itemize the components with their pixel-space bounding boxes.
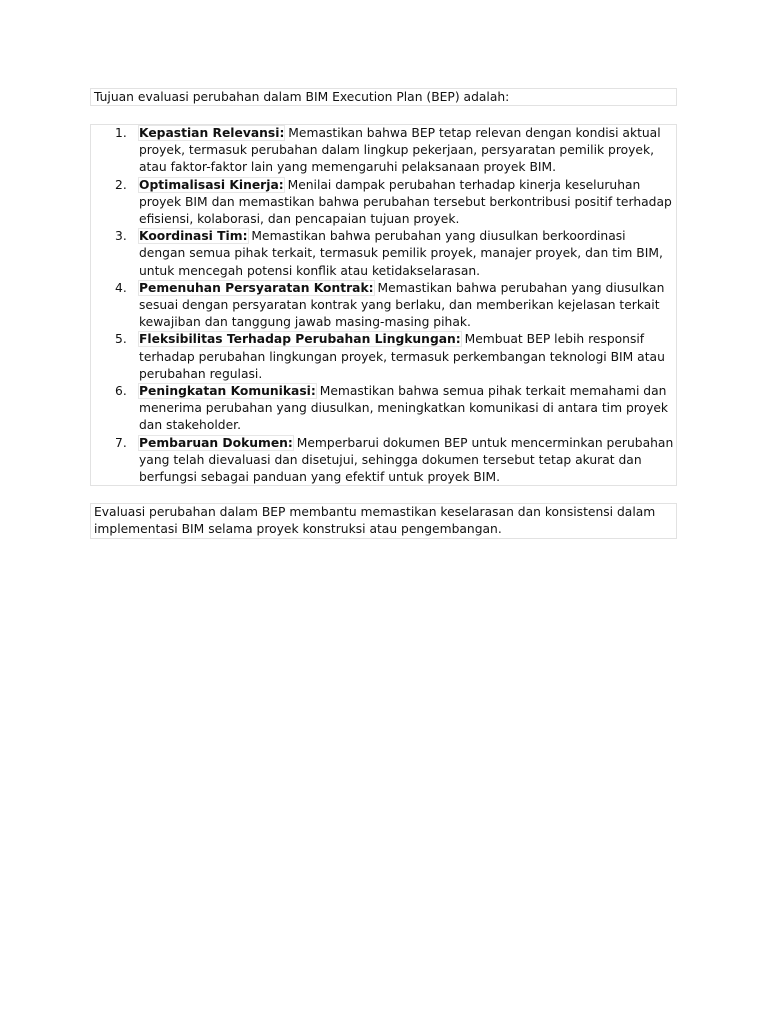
item-number: 1. — [115, 126, 127, 140]
objectives-list — [91, 125, 676, 486]
conclusion-paragraph: Evaluasi perubahan dalam BEP membantu memastikan keselarasan dan konsistensi dalam implementasi BIM selama proyek konstruksi atau pengembangan. — [90, 503, 677, 539]
item-description: Menilai dampak perubahan terhadap kinerja keseluruhan proyek BIM dan memastikan bahwa perubahan tersebut berkontribusi positif terhadap efisiensi, kolaborasi, dan pencapaian tujuan proyek. — [139, 177, 672, 227]
item-description: Memperbarui dokumen BEP untuk mencerminkan perubahan yang telah dievaluasi dan disetujui, sehingga dokumen tersebut tetap akurat dan berfungsi sebagai panduan yang efektif untuk proyek BIM. — [139, 435, 674, 485]
item-number: 4. — [115, 280, 127, 295]
item-term: Pemenuhan Persyaratan Kontrak: — [139, 280, 374, 295]
intro-paragraph: Tujuan evaluasi perubahan dalam BIM Execution Plan (BEP) adalah: — [90, 88, 677, 106]
list-item — [91, 435, 676, 487]
item-number: 3. — [115, 229, 127, 244]
item-term: Optimalisasi Kinerja: — [139, 177, 284, 192]
list-item — [91, 228, 676, 280]
objectives-list-box — [90, 124, 677, 486]
item-description: Membuat BEP lebih responsif terhadap perubahan lingkungan proyek, termasuk perkembangan teknologi BIM atau perubahan regulasi. — [139, 332, 665, 381]
item-description: Memastikan bahwa perubahan yang diusulkan sesuai dengan persyaratan kontrak yang berlaku, dan memberikan kejelasan terkait kewajiban dan tanggung jawab masing-masing pihak. — [139, 280, 665, 330]
item-term: Peningkatan Komunikasi: — [139, 384, 316, 399]
item-number: 7. — [115, 435, 127, 450]
item-term: Koordinasi Tim: — [139, 229, 248, 244]
item-number: 2. — [115, 177, 127, 192]
item-number: 6. — [115, 384, 127, 399]
item-term: Pembaruan Dokumen: — [139, 435, 293, 450]
item-number: 5. — [115, 332, 127, 347]
item-term: Fleksibilitas Terhadap Perubahan Lingkungan: — [139, 332, 461, 347]
item-term: Kepastian Relevansi: — [139, 126, 285, 140]
item-description: Memastikan bahwa perubahan yang diusulkan berkoordinasi dengan semua pihak terkait, termasuk pemilik proyek, manajer proyek, dan tim BIM, untuk mencegah potensi konflik atau ketidakselarasan. — [139, 229, 663, 278]
list-item — [91, 383, 676, 435]
list-item — [91, 280, 676, 332]
item-description: Memastikan bahwa semua pihak terkait memahami dan menerima perubahan yang diusulkan, meningkatkan komunikasi di antara tim proyek dan stakeholder. — [139, 384, 669, 433]
list-item — [91, 331, 676, 383]
item-description: Memastikan bahwa BEP tetap relevan dengan kondisi aktual proyek, termasuk perubahan dalam lingkup pekerjaan, persyaratan pemilik proyek, atau faktor-faktor lain yang memengaruhi pelaksanaan proyek BIM. — [139, 126, 661, 175]
list-item — [91, 125, 676, 177]
list-item — [91, 177, 676, 229]
